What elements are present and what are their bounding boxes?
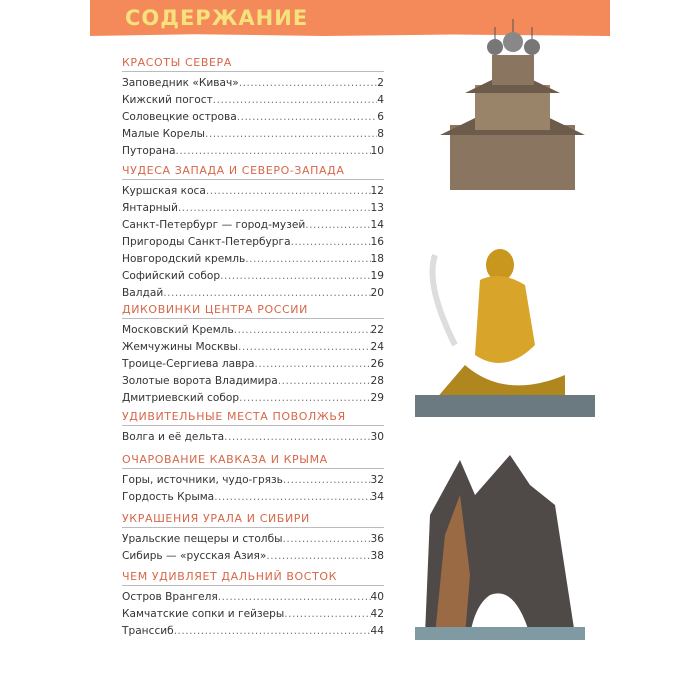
dot-leader [163,285,370,302]
dot-leader [220,268,370,285]
toc-entry[interactable] [122,531,384,548]
section-heading: ЧЕМ УДИВЛЯЕТ ДАЛЬНИЙ ВОСТОК [122,570,384,586]
dot-leader [213,92,377,109]
dot-leader [283,472,371,489]
entry-title: Пригороды Санкт-Петербурга [122,236,291,248]
section-heading: УДИВИТЕЛЬНЫЕ МЕСТА ПОВОЛЖЬЯ [122,410,384,426]
entry-title: Янтарный [122,202,178,214]
dot-leader [239,390,370,407]
toc-entry[interactable] [122,589,384,606]
toc-section [122,570,384,640]
entry-title: Соловецкие острова [122,111,237,123]
page-number: 18 [370,253,384,265]
toc-section [122,512,384,565]
section-heading: ЧУДЕСА ЗАПАДА И СЕВЕРО-ЗАПАДА [122,164,384,180]
toc-entry[interactable] [122,268,384,285]
toc-entry[interactable] [122,285,384,302]
entry-title: Куршская коса [122,185,206,197]
dot-leader [278,373,371,390]
toc-entry[interactable] [122,322,384,339]
wooden-church-image [440,15,585,195]
toc-entry[interactable] [122,356,384,373]
toc-entry[interactable] [122,234,384,251]
page-number: 38 [370,550,384,562]
entry-title: Новгородский кремль [122,253,246,265]
page-number: 14 [370,219,384,231]
toc-entry[interactable] [122,606,384,623]
page-number: 44 [370,625,384,637]
toc-section [122,164,384,302]
page-number: 13 [370,202,384,214]
page-number: 36 [370,533,384,545]
dot-leader [234,322,371,339]
page-number: 10 [370,145,384,157]
page-number: 34 [370,491,384,503]
toc-entry[interactable] [122,92,384,109]
dot-leader [305,217,370,234]
page-number: 26 [370,358,384,370]
dot-leader [205,126,377,143]
page-number: 42 [370,608,384,620]
toc-entry[interactable] [122,548,384,565]
toc-entry[interactable] [122,217,384,234]
toc-entry[interactable] [122,251,384,268]
page-number: 20 [370,287,384,299]
page-number: 30 [370,431,384,443]
dot-leader [238,339,371,356]
dot-leader [178,200,371,217]
entry-title: Путорана [122,145,176,157]
entry-title: Гордость Крыма [122,491,215,503]
dot-leader [266,548,370,565]
entry-title: Транссиб [122,625,174,637]
dot-leader [214,489,370,506]
page-number: 8 [377,128,384,140]
page-number: 19 [370,270,384,282]
entry-title: Санкт-Петербург — город-музей [122,219,306,231]
entry-title: Малые Корелы [122,128,206,140]
samson-fountain-image [415,225,595,420]
toc-entry[interactable] [122,200,384,217]
entry-title: Кижский погост [122,94,213,106]
page-number: 28 [370,375,384,387]
entry-title: Дмитриевский собор [122,392,240,404]
entry-title: Заповедник «Кивач» [122,77,239,89]
page-number: 4 [377,94,384,106]
toc-entry[interactable] [122,623,384,640]
dot-leader [206,183,371,200]
dot-leader [224,429,370,446]
entry-title: Троице-Сергиева лавра [122,358,255,370]
section-heading: КРАСОТЫ СЕВЕРА [122,56,384,72]
dot-leader [255,356,371,373]
toc-entry[interactable] [122,489,384,506]
entry-title: Софийский собор [122,270,221,282]
toc-section [122,56,384,160]
page-number: 16 [370,236,384,248]
page-number: 12 [370,185,384,197]
toc-entry[interactable] [122,390,384,407]
dot-leader [176,143,371,160]
toc-entry[interactable] [122,472,384,489]
toc-entry[interactable] [122,143,384,160]
page-number: 6 [377,111,384,123]
dot-leader [282,531,370,548]
section-heading: УКРАШЕНИЯ УРАЛА И СИБИРИ [122,512,384,528]
toc-entry[interactable] [122,429,384,446]
entry-title: Остров Врангеля [122,591,218,603]
dot-leader [284,606,370,623]
entry-title: Валдай [122,287,164,299]
entry-title: Камчатские сопки и гейзеры [122,608,285,620]
toc-entry[interactable] [122,339,384,356]
entry-title: Золотые ворота Владимира [122,375,278,387]
toc-entry[interactable] [122,75,384,92]
dot-leader [239,75,378,92]
dot-leader [174,623,371,640]
entry-title: Горы, источники, чудо-грязь [122,474,283,486]
toc-entry[interactable] [122,109,384,126]
page-number: 24 [370,341,384,353]
toc-section [122,410,384,446]
page-number: 32 [370,474,384,486]
section-heading: ДИКОВИНКИ ЦЕНТРА РОССИИ [122,303,384,319]
dot-leader [245,251,370,268]
page-number: 29 [370,392,384,404]
section-heading: ОЧАРОВАНИЕ КАВКАЗА И КРЫМА [122,453,384,469]
toc-entry[interactable] [122,126,384,143]
entry-title: Волга и её дельта [122,431,225,443]
entry-title: Уральские пещеры и столбы [122,533,283,545]
entry-title: Московский Кремль [122,324,234,336]
dot-leader [237,109,378,126]
page-number: 2 [377,77,384,89]
rock-arch-image [415,455,585,640]
toc-entry[interactable] [122,183,384,200]
dot-leader [218,589,371,606]
entry-title: Жемчужины Москвы [122,341,238,353]
toc-section [122,453,384,506]
page-title: СОДЕРЖАНИЕ [125,6,309,30]
toc-section [122,303,384,407]
dot-leader [291,234,371,251]
page-number: 40 [370,591,384,603]
toc-entry[interactable] [122,373,384,390]
page-number: 22 [370,324,384,336]
entry-title: Сибирь — «русская Азия» [122,550,267,562]
